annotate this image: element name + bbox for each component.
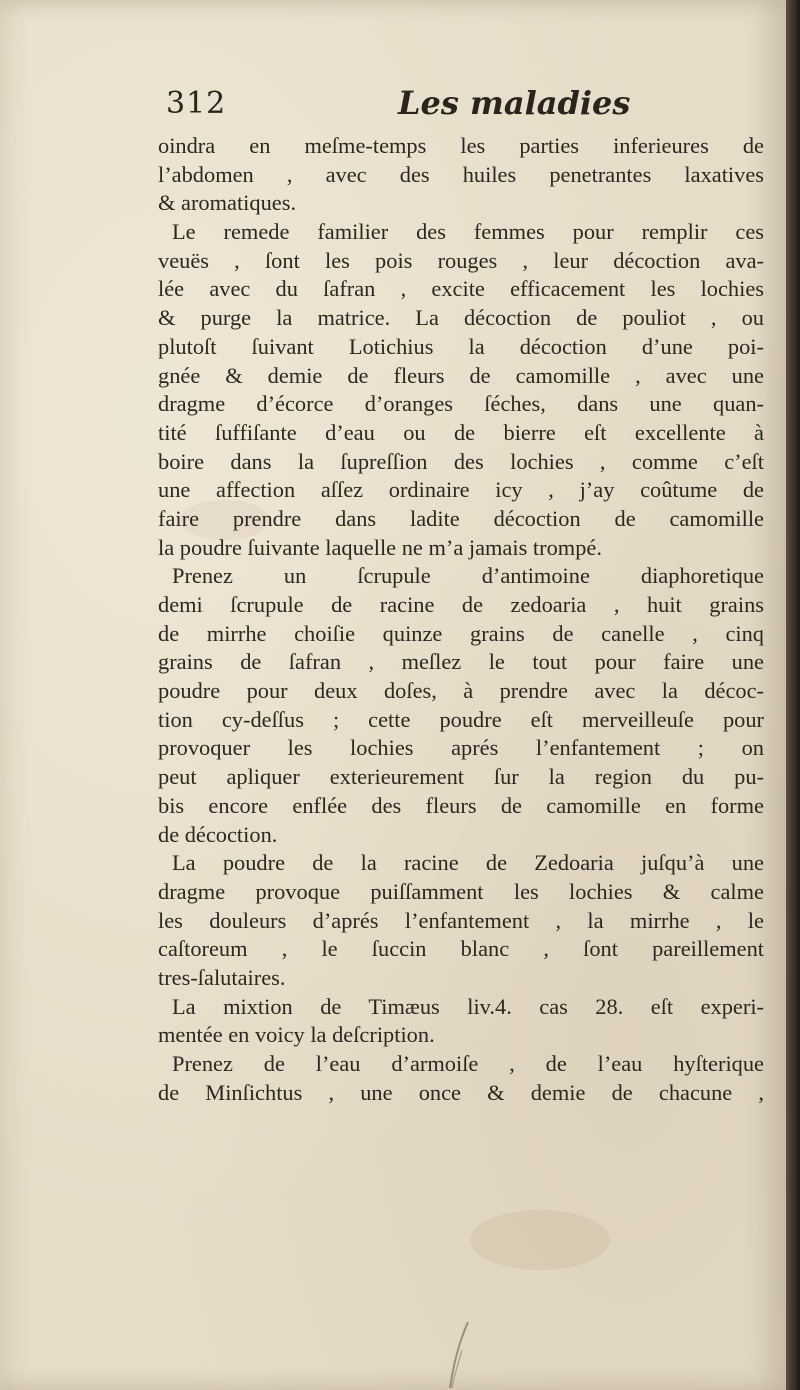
text-line: mentée en voicy la deſcription. bbox=[158, 1022, 435, 1048]
running-head: Les maladies bbox=[398, 84, 631, 122]
page-header bbox=[160, 86, 760, 130]
text-line: caſtoreum , le ſuccin blanc , ſont pareillement bbox=[158, 936, 764, 962]
text-line: poudre pour deux doſes, à prendre avec la décoc- bbox=[158, 678, 764, 704]
text-line: Prenez de l’eau d’armoiſe , de l’eau hyſterique bbox=[172, 1051, 764, 1076]
text-line: faire prendre dans ladite décoction de camomille bbox=[158, 505, 764, 531]
body-text bbox=[158, 132, 764, 1107]
text-line: bis encore enflée des fleurs de camomille en forme bbox=[158, 792, 764, 818]
text-line: gnée & demie de fleurs de camomille , avec une bbox=[158, 362, 764, 388]
text-line: Prenez un ſcrupule d’antimoine diaphoretique bbox=[172, 563, 764, 589]
text-line: La poudre de la racine de Zedoaria juſqu’à une bbox=[172, 850, 764, 876]
text-line: de mirrhe choiſie quinze grains de canelle , cinq bbox=[158, 620, 764, 646]
text-line: plutoſt ſuivant Lotichius la décoction d’une poi- bbox=[158, 333, 764, 359]
text-line: dragme provoque puiſſamment les lochies & calme bbox=[158, 878, 764, 904]
paper-stain bbox=[470, 1210, 610, 1270]
text-line: dragme d’écorce d’oranges ſéches, dans une quan- bbox=[158, 391, 764, 417]
page-crease-mark bbox=[440, 1320, 480, 1390]
text-line: les douleurs d’aprés l’enfantement , la mirrhe , le bbox=[158, 907, 764, 933]
text-line: tité ſuffiſante d’eau ou de bierre eſt excellente à bbox=[158, 419, 764, 445]
page-number: 312 bbox=[166, 86, 227, 121]
text-line: demi ſcrupule de racine de zedoaria , huit grains bbox=[158, 592, 764, 617]
text-line: & purge la matrice. La décoction de pouliot , ou bbox=[158, 305, 764, 331]
text-line: veuës , ſont les pois rouges , leur décoction ava- bbox=[158, 247, 764, 273]
text-line: grains de ſafran , meſlez le tout pour faire une bbox=[158, 649, 764, 675]
text-line: l’abdomen , avec des huiles penetrantes laxatives bbox=[158, 161, 764, 187]
text-line: lée avec du ſafran , excite efficacement les lochies bbox=[158, 276, 764, 302]
text-line: une affection aſſez ordinaire icy , j’ay coûtume de bbox=[158, 477, 764, 503]
text-line: provoquer les lochies aprés l’enfantement ; on bbox=[158, 735, 764, 761]
text-line: de Minſichtus , une once & demie de chacune , bbox=[158, 1079, 764, 1105]
text-line: tion cy-deſſus ; cette poudre eſt merveilleuſe pour bbox=[158, 706, 764, 732]
text-line: tres-ſalutaires. bbox=[158, 964, 286, 990]
book-edge bbox=[786, 0, 800, 1390]
text-line: Le remede familier des femmes pour remplir ces bbox=[172, 219, 764, 245]
text-line: peut apliquer exterieurement ſur la region du pu- bbox=[158, 764, 764, 790]
text-line: oindra en meſme-temps les parties inferieures de bbox=[158, 133, 764, 158]
text-line: La mixtion de Timæus liv.4. cas 28. eſt experi- bbox=[172, 993, 764, 1019]
text-line: la poudre ſuivante laquelle ne m’a jamais trompé. bbox=[158, 534, 602, 560]
text-line: & aromatiques. bbox=[158, 190, 297, 216]
text-line: de décoction. bbox=[158, 821, 278, 847]
text-line: boire dans la ſupreſſion des lochies , comme c’eſt bbox=[158, 448, 764, 474]
